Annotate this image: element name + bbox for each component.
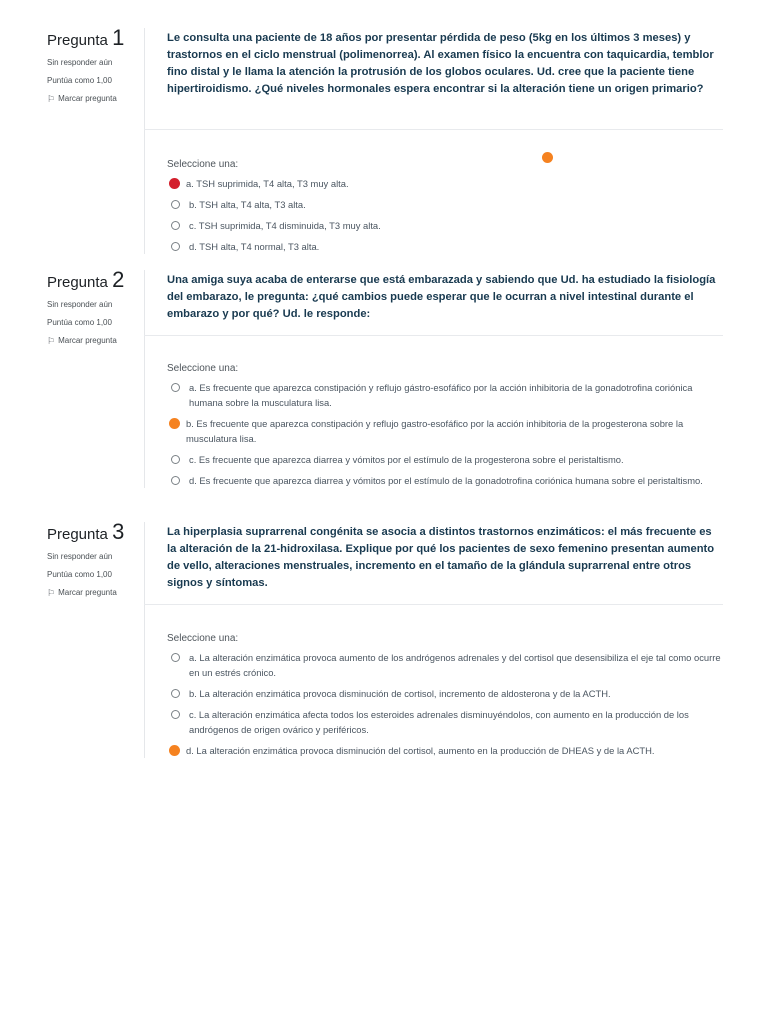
question-content — [144, 28, 723, 260]
question-status: Sin responder aún — [47, 300, 113, 309]
option-a[interactable] — [167, 380, 723, 410]
radio-button[interactable] — [171, 383, 180, 392]
flag-icon: ⚐ — [47, 588, 56, 598]
radio-selected[interactable] — [169, 745, 180, 756]
radio-button[interactable] — [171, 653, 180, 662]
option-label: b. TSH alta, T4 alta, T3 alta. — [189, 199, 306, 210]
question-formulation — [144, 522, 723, 604]
flag-question-link[interactable] — [47, 587, 142, 599]
answer-block — [144, 130, 723, 254]
option-label: a. Es frecuente que aparezca constipación y reflujo gástro-esofáfico por la acción inhibitoria de la gonadotrofina coriónica humana sobre la musculatura lisa. — [189, 382, 693, 408]
question-number: 1 — [112, 25, 125, 50]
option-d[interactable] — [167, 743, 723, 758]
option-label: b. Es frecuente que aparezca constipación y reflujo gastro-esofáfico por la acción inhibitoria de la progesterona sobre la musculatura lisa. — [186, 418, 684, 444]
option-label: a. TSH suprimida, T4 alta, T3 muy alta. — [186, 178, 349, 189]
question-formulation — [144, 28, 723, 129]
option-b[interactable] — [167, 686, 723, 701]
question-score: Puntúa como 1,00 — [47, 76, 112, 85]
option-label: d. La alteración enzimática provoca disminución del cortisol, aumento en la producción de DHEAS y de la ACTH. — [186, 745, 655, 756]
radio-button[interactable] — [171, 689, 180, 698]
radio-selected[interactable] — [169, 418, 180, 429]
flag-question-link[interactable] — [47, 93, 142, 105]
question-number: 2 — [112, 267, 125, 292]
question-text: Una amiga suya acaba de enterarse que está embarazada y sabiendo que Ud. ha estudiado la fisiología del embarazo, le pregunta: ¿qué cambios puede esperar que le ocurran a nivel intestinal durante el embarazo y por qué? Ud. le responde: — [167, 274, 716, 320]
option-label: b. La alteración enzimática provoca disminución de cortisol, incremento de aldosterona y de la ACTH. — [189, 688, 611, 699]
option-label: a. La alteración enzimática provoca aumento de los andrógenos adrenales y del cortisol que desensibiliza el eje tal como ocurre en un estrés crónico. — [189, 652, 721, 678]
radio-button[interactable] — [171, 455, 180, 464]
question-number: 3 — [112, 519, 125, 544]
select-prompt: Seleccione una: — [167, 363, 239, 374]
option-label: c. Es frecuente que aparezca diarrea y vómitos por el estímulo de la progesterona sobre el peristaltismo. — [189, 454, 624, 465]
option-c[interactable] — [167, 452, 723, 467]
option-label: c. TSH suprimida, T4 disminuida, T3 muy alta. — [189, 220, 381, 231]
question-title: Pregunta 3 — [47, 519, 125, 544]
question-score: Puntúa como 1,00 — [47, 570, 112, 579]
select-prompt: Seleccione una: — [167, 159, 239, 170]
question-status: Sin responder aún — [47, 58, 113, 67]
question-info — [47, 25, 142, 105]
radio-selected[interactable] — [169, 178, 180, 189]
question-formulation — [144, 270, 723, 335]
question-title: Pregunta 2 — [47, 267, 125, 292]
radio-button[interactable] — [171, 710, 180, 719]
option-label: d. TSH alta, T4 normal, T3 alta. — [189, 241, 320, 252]
option-d[interactable] — [167, 473, 723, 488]
radio-button[interactable] — [171, 242, 180, 251]
flag-icon: ⚐ — [47, 94, 56, 104]
question-text: Le consulta una paciente de 18 años por presentar pérdida de peso (5kg en los últimos 3 meses) y trastornos en el ciclo menstrual (polimenorrea). Al examen físico la encuentra con taquicardia, temblor fino distal y le llama la atención la protrusión de los globos oculares. Ud. cree que la paciente tiene hipertiroidismo. ¿Qué niveles hormonales espera encontrar si la alteración tiene un origen primario? — [167, 32, 714, 95]
option-c[interactable] — [167, 707, 723, 737]
option-c[interactable] — [167, 218, 723, 233]
question-title: Pregunta 1 — [47, 25, 125, 50]
select-prompt: Seleccione una: — [167, 633, 239, 644]
question-info — [47, 267, 142, 347]
question-score: Puntúa como 1,00 — [47, 318, 112, 327]
question-status: Sin responder aún — [47, 552, 113, 561]
flag-question-label: Marcar pregunta — [58, 588, 117, 597]
question-content — [144, 270, 723, 494]
answer-block — [144, 605, 723, 758]
question-content — [144, 522, 723, 764]
flag-icon: ⚐ — [47, 336, 56, 346]
radio-button[interactable] — [171, 221, 180, 230]
flag-question-label: Marcar pregunta — [58, 94, 117, 103]
question-info — [47, 519, 142, 599]
option-d[interactable] — [167, 239, 723, 254]
option-label: d. Es frecuente que aparezca diarrea y vómitos por el estímulo de la gonadotrofina coriónica humana sobre el peristaltismo. — [189, 475, 703, 486]
option-a[interactable] — [167, 650, 723, 680]
radio-button[interactable] — [171, 200, 180, 209]
option-label: c. La alteración enzimática afecta todos los esteroides adrenales disminuyéndolos, con aumento en la producción de los andrógenos de origen ovárico y periféricos. — [189, 709, 689, 735]
option-b[interactable] — [167, 416, 723, 446]
option-a[interactable] — [167, 176, 723, 191]
option-b[interactable] — [167, 197, 723, 212]
question-text: La hiperplasia suprarrenal congénita se asocia a distintos trastornos enzimáticos: el más frecuente es la alteración de la 21-hidroxilasa. Explique por qué los pacientes de sexo femenino presentan aumento de vello, alteraciones menstruales, incremento en el tamaño de la glándula suprarrenal entre otros signos y síntomas. — [167, 526, 715, 589]
flag-question-link[interactable] — [47, 335, 142, 347]
flag-question-label: Marcar pregunta — [58, 336, 117, 345]
answer-block — [144, 336, 723, 488]
annotation-dot — [542, 152, 553, 163]
radio-button[interactable] — [171, 476, 180, 485]
